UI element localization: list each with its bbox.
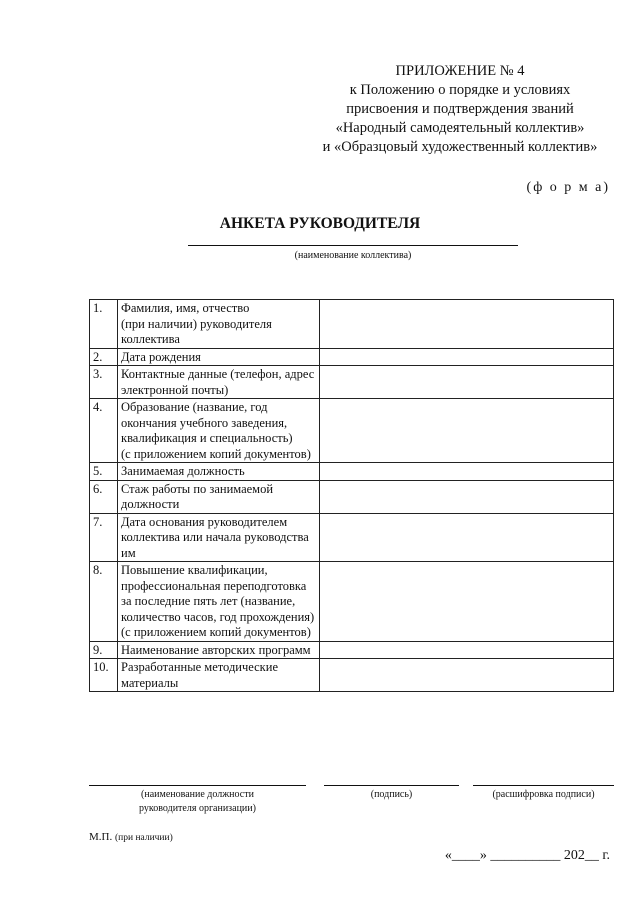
row-number: 4. (90, 399, 118, 463)
table-row (90, 641, 614, 659)
stamp-label: М.П. (89, 831, 113, 843)
row-value-field[interactable] (320, 641, 614, 659)
row-label: Контактные данные (телефон, адрес электронной почты) (118, 366, 320, 399)
row-number: 3. (90, 366, 118, 399)
table-row (90, 513, 614, 562)
row-number: 6. (90, 480, 118, 513)
collective-name-line[interactable] (188, 245, 518, 246)
position-caption: (наименование должности руководителя организации) (139, 789, 256, 814)
appendix-title: ПРИЛОЖЕНИЕ № 4 (395, 63, 525, 79)
row-value-field[interactable] (320, 513, 614, 562)
signature-line[interactable] (324, 785, 459, 786)
row-label: Дата рождения (118, 348, 320, 366)
form-label: (ф о р м а) (526, 180, 610, 195)
row-value-field[interactable] (320, 562, 614, 642)
appendix-header (300, 62, 620, 157)
appendix-line: присвоения и подтверждения званий (346, 101, 574, 117)
row-number: 5. (90, 463, 118, 481)
row-number: 1. (90, 300, 118, 349)
table-row (90, 659, 614, 692)
row-value-field[interactable] (320, 300, 614, 349)
stamp-mark (89, 831, 173, 843)
row-label: Наименование авторских программ (118, 641, 320, 659)
appendix-line: к Положению о порядке и условиях (349, 82, 571, 98)
row-number: 7. (90, 513, 118, 562)
table-row (90, 562, 614, 642)
row-value-field[interactable] (320, 480, 614, 513)
row-value-field[interactable] (320, 366, 614, 399)
date-line[interactable]: «____» __________ 202__ г. (444, 848, 610, 863)
row-number: 2. (90, 348, 118, 366)
stamp-note: (при наличии) (114, 833, 173, 843)
appendix-line: «Народный самодеятельный коллектив» (335, 120, 585, 136)
row-label: Дата основания руководителем коллектива или начала руководства им (118, 513, 320, 562)
signature-caption: (подпись) (370, 789, 413, 800)
row-number: 8. (90, 562, 118, 642)
row-label: Разработанные методические материалы (118, 659, 320, 692)
row-number: 9. (90, 641, 118, 659)
row-label: Повышение квалификации, профессиональная переподготовка за последние пять лет (название, количество часов, год прохождения) (с приложением копий документов) (118, 562, 320, 642)
table-row (90, 348, 614, 366)
row-label: Занимаемая должность (118, 463, 320, 481)
table-row (90, 480, 614, 513)
document-title: АНКЕТА РУКОВОДИТЕЛЯ (219, 215, 421, 232)
table-row (90, 399, 614, 463)
decoding-line[interactable] (473, 785, 614, 786)
row-value-field[interactable] (320, 659, 614, 692)
table-row (90, 463, 614, 481)
row-label: Стаж работы по занимаемой должности (118, 480, 320, 513)
row-label: Образование (название, год окончания учебного заведения, квалификация и специальность) (с приложением копий документов) (118, 399, 320, 463)
position-line[interactable] (89, 785, 306, 786)
row-label: Фамилия, имя, отчество (при наличии) руководителя коллектива (118, 300, 320, 349)
row-value-field[interactable] (320, 399, 614, 463)
decoding-caption: (расшифровка подписи) (492, 789, 595, 800)
table-row (90, 366, 614, 399)
row-number: 10. (90, 659, 118, 692)
row-value-field[interactable] (320, 463, 614, 481)
questionnaire-table (89, 299, 614, 692)
row-value-field[interactable] (320, 348, 614, 366)
appendix-line: и «Образцовый художественный коллектив» (322, 139, 598, 155)
collective-name-caption: (наименование коллектива) (294, 250, 412, 261)
table-row (90, 300, 614, 349)
